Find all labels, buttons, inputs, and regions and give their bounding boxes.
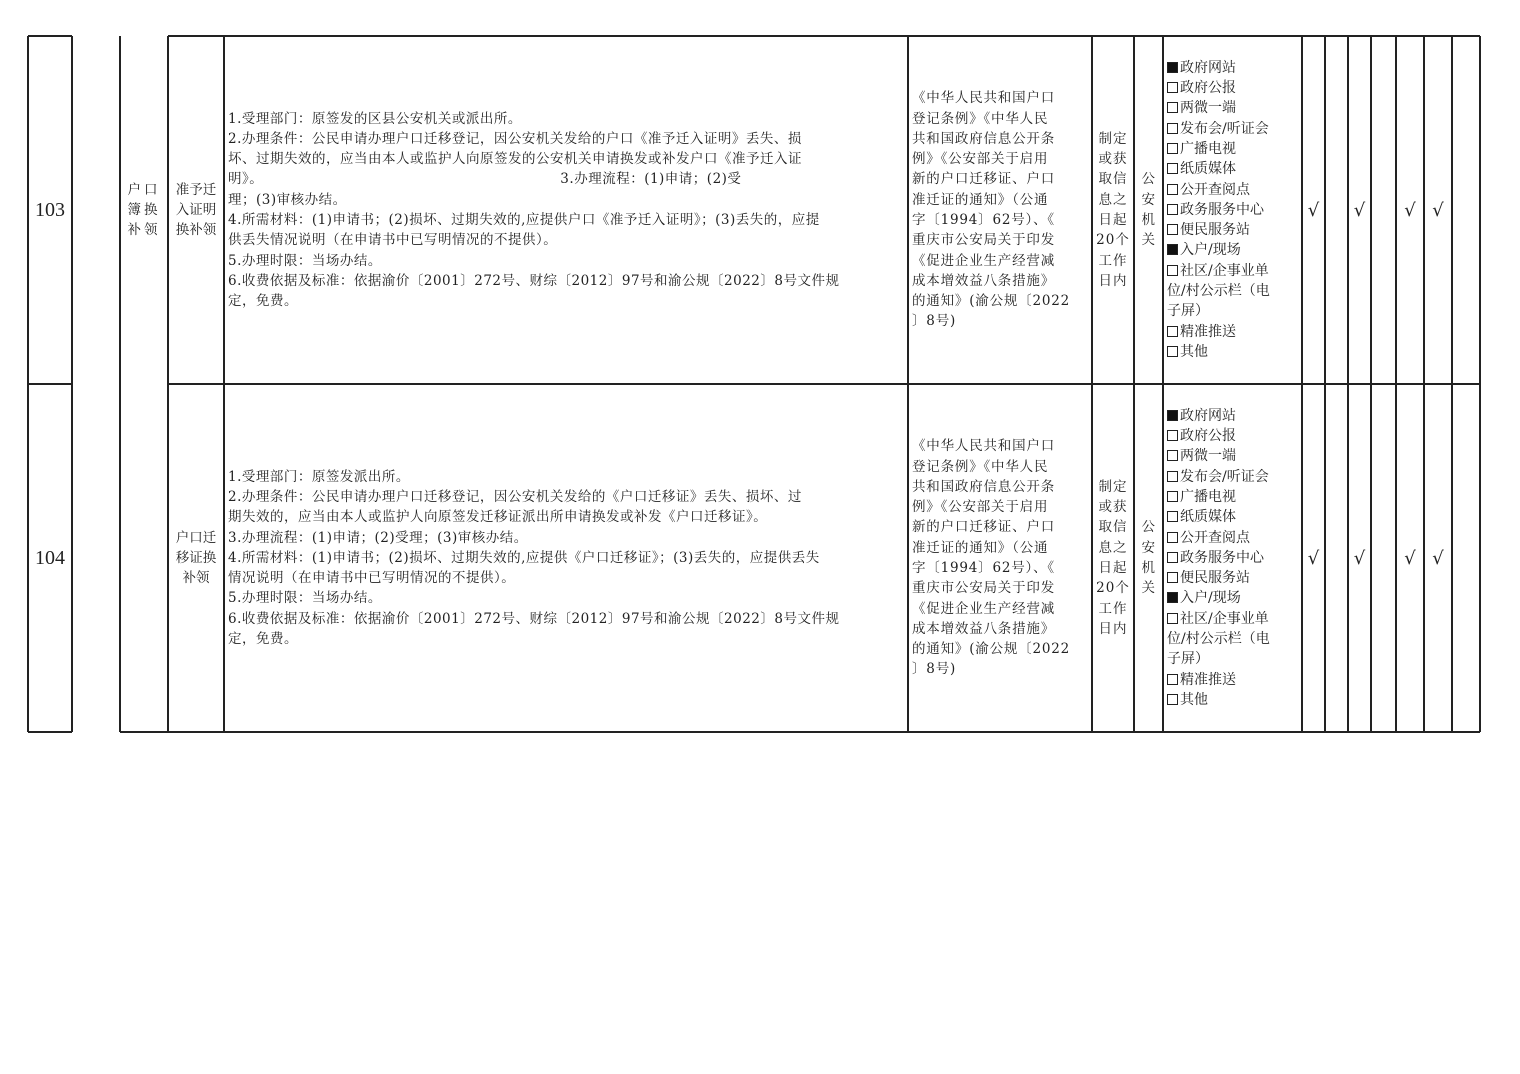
channel-option [1167, 240, 1270, 260]
content-line: 坏、过期失效的，应当由本人或监护人向原签发的公安机关申请换发或补发户口《准予迁入证 [228, 151, 802, 168]
channel-option [1167, 342, 1270, 362]
check-mark-cell [1348, 384, 1371, 732]
channel-option [1167, 629, 1270, 649]
channel-label: 纸质媒体 [1180, 509, 1236, 526]
unchecked-box-icon [1167, 694, 1178, 705]
channel-label: 发布会/听证会 [1180, 468, 1269, 485]
check-mark: √ [1353, 199, 1366, 221]
channel-label: 位/村公示栏（电 [1167, 283, 1270, 300]
unchecked-box-icon [1167, 511, 1178, 522]
basis-line: 重庆市公安局关于印发 [912, 232, 1055, 249]
content-line: 4.所需材料：(1)申请书；(2)损坏、过期失效的,应提供户口《准予迁入证明》；(3)丢失的，应提 [228, 212, 820, 228]
channel-label: 政府公报 [1180, 80, 1236, 97]
check-mark-cell [1302, 384, 1325, 732]
category-text: 户口 簿换 补领 [127, 181, 161, 239]
check-mark-cell [1325, 36, 1348, 384]
content-line: 3.办理流程：(1)申请；(2)受理；(3)审核办结。 [228, 529, 528, 546]
channel-option [1167, 690, 1270, 710]
category-cell [120, 36, 168, 384]
channel-label: 便民服务站 [1180, 570, 1250, 587]
channel-label: 社区/企事业单 [1180, 262, 1269, 279]
channel-option [1167, 220, 1270, 240]
channel-label: 两微一端 [1180, 100, 1236, 117]
row-number-text: 103 [35, 198, 65, 221]
check-mark: √ [1432, 199, 1444, 221]
channel-option [1167, 528, 1270, 548]
unchecked-box-icon [1167, 613, 1178, 624]
channel-option [1167, 261, 1270, 281]
subject-cell [1134, 384, 1163, 732]
content-line: 定，免费。 [228, 631, 298, 648]
check-mark-cell [1396, 36, 1424, 384]
checked-box-icon [1167, 592, 1178, 603]
item-text: 准予迁 入证明 换补领 [175, 181, 217, 239]
content-line: 明》。 3.办理流程：(1)申请；(2)受 [228, 171, 742, 188]
row-number [28, 384, 72, 732]
time-limit-cell [1092, 384, 1134, 732]
unchecked-box-icon [1167, 224, 1178, 235]
basis-line: 《促进企业生产经营减 [912, 252, 1055, 269]
item-cell [168, 36, 224, 384]
content-line: 4.所需材料：(1)申请书；(2)损坏、过期失效的,应提供《户口迁移证》；(3)丢失的，应提供丢失 [228, 549, 820, 566]
check-mark-cell [1325, 384, 1348, 732]
content-line: 6.收费依据及标准：依据渝价〔2001〕272号、财综〔2012〕97号和渝公规〔2022〕8号文件规 [228, 610, 840, 627]
channel-label: 其他 [1180, 343, 1208, 360]
basis-line: 共和国政府信息公开条 [912, 478, 1055, 495]
check-mark-cell [1371, 36, 1396, 384]
basis-cell [912, 36, 1090, 384]
channel-option [1167, 609, 1270, 629]
row-number-text: 104 [35, 546, 65, 569]
basis-line: 的通知》(渝公规〔2022 [912, 641, 1071, 658]
content-line: 期失效的，应当由本人或监护人向原签发迁移证派出所申请换发或补发《户口迁移证》。 [228, 509, 768, 526]
channel-option [1167, 98, 1270, 118]
basis-line: 共和国政府信息公开条 [912, 130, 1055, 147]
channel-option [1167, 426, 1270, 446]
grid-line [120, 731, 168, 733]
unchecked-box-icon [1167, 82, 1178, 93]
check-mark-cell [1348, 36, 1371, 384]
basis-line: 《促进企业生产经营减 [912, 600, 1055, 617]
basis-line: 例》《公安部关于启用 [912, 499, 1049, 516]
channel-label: 其他 [1180, 691, 1208, 708]
channel-option [1167, 406, 1270, 426]
basis-line: 准迁证的通知》（公通 [912, 539, 1049, 556]
checked-box-icon [1167, 244, 1178, 255]
unchecked-box-icon [1167, 346, 1178, 357]
basis-line: 字〔1994〕62号）、《 [912, 212, 1055, 228]
channel-option [1167, 568, 1270, 588]
basis-line: 《中华人民共和国户口 [912, 90, 1055, 107]
item-cell [168, 384, 224, 732]
subject-text: 公 安 机 关 [1141, 519, 1156, 597]
unchecked-box-icon [1167, 265, 1178, 276]
channel-option [1167, 119, 1270, 139]
basis-line: 的通知》(渝公规〔2022 [912, 293, 1071, 310]
channel-options [1167, 406, 1270, 710]
channel-option [1167, 159, 1270, 179]
channel-list [1167, 36, 1300, 384]
channel-label: 位/村公示栏（电 [1167, 631, 1270, 648]
basis-line: 新的户口迁移证、户口 [912, 171, 1055, 188]
channel-label: 政府网站 [1180, 59, 1236, 76]
channel-option [1167, 670, 1270, 690]
channel-label: 便民服务站 [1180, 222, 1250, 239]
checked-box-icon [1167, 62, 1178, 73]
channel-option [1167, 281, 1270, 301]
channel-option [1167, 78, 1270, 98]
content-text [228, 467, 839, 650]
time-limit-text: 制定 或获 取信 息之 日起 20个 工作 日内 [1096, 130, 1130, 289]
unchecked-box-icon [1167, 572, 1178, 583]
check-mark-cell [1424, 384, 1452, 732]
content-line: 供丢失情况说明（在申请书中已写明情况的不提供）。 [228, 232, 558, 249]
channel-option [1167, 507, 1270, 527]
basis-line: 例》《公安部关于启用 [912, 151, 1049, 168]
content-cell [228, 36, 906, 384]
content-line: 2.办理条件：公民申请办理户口迁移登记，因公安机关发给的户口《准予迁入证明》丢失、损 [228, 130, 802, 147]
channel-option [1167, 180, 1270, 200]
check-mark: √ [1353, 547, 1366, 569]
time-limit-cell [1092, 36, 1134, 384]
unchecked-box-icon [1167, 471, 1178, 482]
channel-label: 精准推送 [1180, 671, 1236, 688]
content-line: 2.办理条件：公民申请办理户口迁移登记，因公安机关发给的《户口迁移证》丢失、损坏、过 [228, 488, 802, 505]
check-mark: √ [1404, 547, 1416, 569]
unchecked-box-icon [1167, 184, 1178, 195]
check-mark-cell [1302, 36, 1325, 384]
row-number [28, 36, 72, 384]
channel-label: 公开查阅点 [1180, 529, 1250, 546]
channel-label: 两微一端 [1180, 448, 1236, 465]
content-line: 5.办理时限：当场办结。 [228, 590, 382, 607]
channel-label: 子屏） [1167, 651, 1209, 668]
content-line: 1.受理部门：原签发派出所。 [228, 468, 410, 485]
channel-list [1167, 384, 1300, 732]
channel-options [1167, 58, 1270, 362]
channel-option [1167, 467, 1270, 487]
basis-line: 《中华人民共和国户口 [912, 438, 1055, 455]
unchecked-box-icon [1167, 491, 1178, 502]
channel-label: 广播电视 [1180, 140, 1236, 157]
channel-option [1167, 446, 1270, 466]
channel-label: 公开查阅点 [1180, 181, 1250, 198]
unchecked-box-icon [1167, 163, 1178, 174]
basis-line: 字〔1994〕62号）、《 [912, 560, 1055, 576]
subject-text: 公 安 机 关 [1141, 171, 1156, 249]
basis-line: 重庆市公安局关于印发 [912, 580, 1055, 597]
content-line: 理；(3)审核办结。 [228, 191, 347, 208]
basis-text [912, 88, 1070, 332]
unchecked-box-icon [1167, 532, 1178, 543]
channel-label: 政务服务中心 [1180, 549, 1264, 566]
basis-line: 成本增效益八条措施》 [912, 272, 1055, 289]
channel-option [1167, 139, 1270, 159]
check-mark-cell [1452, 36, 1480, 384]
unchecked-box-icon [1167, 326, 1178, 337]
channel-label: 子屏） [1167, 303, 1209, 320]
check-mark: √ [1432, 547, 1444, 569]
basis-line: 成本增效益八条措施》 [912, 620, 1055, 637]
channel-label: 纸质媒体 [1180, 161, 1236, 178]
unchecked-box-icon [1167, 102, 1178, 113]
content-line: 1.受理部门：原签发的区县公安机关或派出所。 [228, 110, 522, 127]
channel-label: 政府公报 [1180, 428, 1236, 445]
basis-cell [912, 384, 1090, 732]
check-mark: √ [1307, 199, 1320, 221]
channel-option [1167, 301, 1270, 321]
checked-box-icon [1167, 410, 1178, 421]
content-line: 情况说明（在申请书中已写明情况的不提供）。 [228, 570, 516, 587]
channel-option [1167, 649, 1270, 669]
unchecked-box-icon [1167, 430, 1178, 441]
unchecked-box-icon [1167, 143, 1178, 154]
check-mark: √ [1307, 547, 1320, 569]
channel-label: 广播电视 [1180, 488, 1236, 505]
basis-line: 〕8号) [912, 661, 957, 678]
basis-line: 登记条例》《中华人民 [912, 110, 1049, 127]
unchecked-box-icon [1167, 204, 1178, 215]
content-text [228, 109, 839, 312]
subject-cell [1134, 36, 1163, 384]
channel-option [1167, 487, 1270, 507]
channel-label: 精准推送 [1180, 323, 1236, 340]
channel-option [1167, 548, 1270, 568]
channel-label: 入户/现场 [1180, 590, 1241, 607]
check-mark: √ [1404, 199, 1416, 221]
unchecked-box-icon [1167, 123, 1178, 134]
channel-label: 社区/企事业单 [1180, 610, 1269, 627]
channel-option [1167, 588, 1270, 608]
unchecked-box-icon [1167, 674, 1178, 685]
check-mark-cell [1452, 384, 1480, 732]
channel-label: 政府网站 [1180, 407, 1236, 424]
basis-line: 登记条例》《中华人民 [912, 458, 1049, 475]
check-mark-cell [1371, 384, 1396, 732]
basis-line: 新的户口迁移证、户口 [912, 519, 1055, 536]
grid-line [907, 36, 909, 732]
basis-line: 准迁证的通知》（公通 [912, 191, 1049, 208]
basis-text [912, 436, 1070, 680]
channel-label: 发布会/听证会 [1180, 120, 1269, 137]
check-mark-cell [1424, 36, 1452, 384]
unchecked-box-icon [1167, 450, 1178, 461]
channel-option [1167, 322, 1270, 342]
item-text: 户口迁 移证换 补领 [175, 529, 217, 587]
basis-line: 〕8号) [912, 313, 957, 330]
content-line: 5.办理时限：当场办结。 [228, 252, 382, 269]
content-line: 定，免费。 [228, 293, 298, 310]
channel-option [1167, 58, 1270, 78]
time-limit-text: 制定 或获 取信 息之 日起 20个 工作 日内 [1096, 478, 1130, 637]
unchecked-box-icon [1167, 552, 1178, 563]
content-cell [228, 384, 906, 732]
channel-option [1167, 200, 1270, 220]
channel-label: 政务服务中心 [1180, 201, 1264, 218]
channel-label: 入户/现场 [1180, 242, 1241, 259]
content-line: 6.收费依据及标准：依据渝价〔2001〕272号、财综〔2012〕97号和渝公规〔2022〕8号文件规 [228, 272, 840, 289]
check-mark-cell [1396, 384, 1424, 732]
